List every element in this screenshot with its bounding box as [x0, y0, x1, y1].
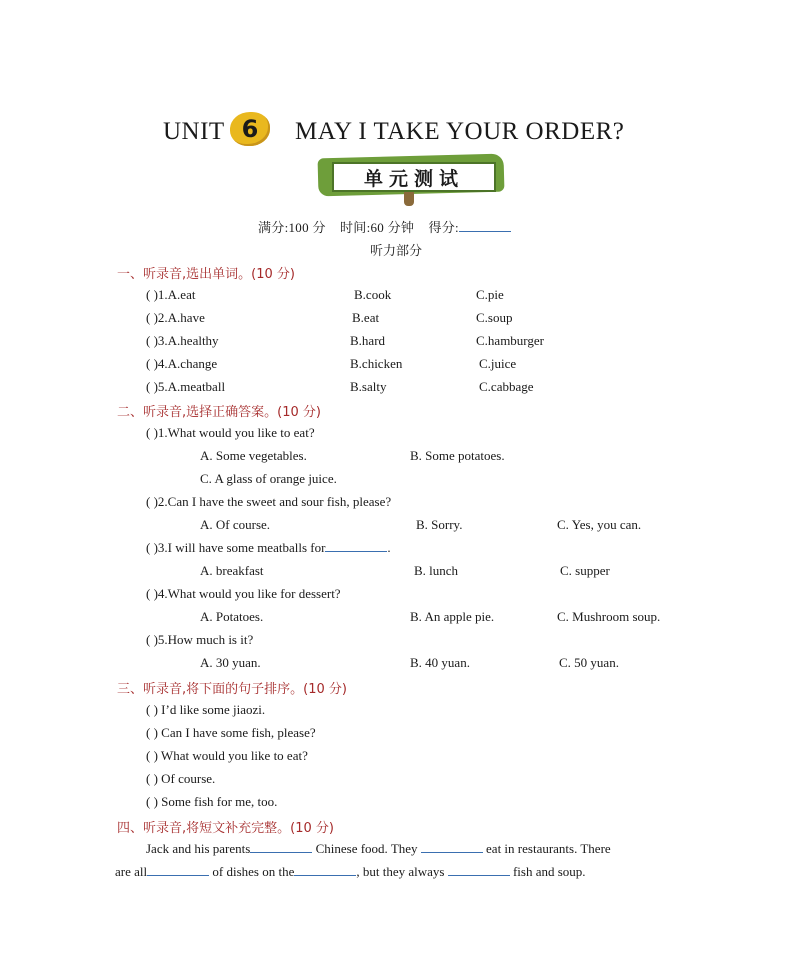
ordering-sentence: ( ) Of course. [146, 771, 216, 786]
section-2-heading: 二、听录音,选择正确答案。(10 分) [117, 405, 321, 420]
unit-test-banner [318, 156, 508, 206]
q2-option-a: A. breakfast [200, 563, 264, 578]
q2-question-1: ( )1.What would you like to eat? [146, 425, 315, 440]
unit-number-badge: 6 [230, 112, 270, 146]
banner-stem [404, 192, 414, 206]
q2-option-c: C. Mushroom soup. [557, 609, 661, 624]
passage-text: of dishes on the [212, 864, 295, 879]
banner-label: 单元测试 [332, 162, 496, 192]
passage-line-1 [146, 841, 611, 857]
q2-option-b: B. Some potatoes. [410, 448, 505, 463]
passage-line-2 [115, 864, 586, 880]
ordering-sentence: ( ) What would you like to eat? [146, 748, 308, 763]
q1-option-c: C.hamburger [476, 333, 544, 348]
section-4-heading: 四、听录音,将短文补充完整。(10 分) [117, 821, 334, 836]
part-heading: 听力部分 [370, 243, 423, 258]
section-3-heading: 三、听录音,将下面的句子排序。(10 分) [117, 682, 347, 697]
unit-label: UNIT [163, 118, 225, 145]
q1-option-a: ( )5.A.meatball [146, 379, 226, 394]
q1-option-c: C.pie [476, 287, 504, 302]
q1-option-b: B.eat [352, 310, 380, 325]
full-score: 满分:100 分 [258, 220, 326, 235]
q2-question-2: ( )2.Can I have the sweet and sour fish, please? [146, 494, 392, 509]
q1-option-c: C.cabbage [479, 379, 534, 394]
passage-text: eat in restaurants. There [486, 841, 611, 856]
answer-blank[interactable] [448, 865, 510, 876]
q2-option-b: B. 40 yuan. [410, 655, 470, 670]
passage-text: Jack and his parents [146, 841, 251, 856]
q2-option-a: A. 30 yuan. [200, 655, 261, 670]
q2-option-a: A. Of course. [200, 517, 271, 532]
score-label: 得分: [428, 220, 459, 235]
q1-option-b: B.hard [350, 333, 386, 348]
answer-blank[interactable] [250, 842, 312, 853]
q2-question-3 [146, 540, 391, 556]
answer-blank[interactable] [294, 865, 356, 876]
unit-heading: MAY I TAKE YOUR ORDER? [295, 118, 625, 145]
section-1-heading: 一、听录音,选出单词。(10 分) [117, 267, 295, 282]
q2-option-c: C. supper [560, 563, 610, 578]
q1-option-b: B.cook [354, 287, 392, 302]
q2-option-c: C. A glass of orange juice. [200, 471, 337, 486]
passage-text: Chinese food. They [315, 841, 418, 856]
q2-option-b: B. lunch [414, 563, 459, 578]
q2-option-a: A. Potatoes. [200, 609, 264, 624]
q1-option-a: ( )4.A.change [146, 356, 218, 371]
q2-option-c: C. Yes, you can. [557, 517, 642, 532]
q1-option-c: C.soup [476, 310, 513, 325]
ordering-sentence: ( ) Can I have some fish, please? [146, 725, 316, 740]
q1-option-b: B.salty [350, 379, 387, 394]
q2-question-5: ( )5.How much is it? [146, 632, 254, 647]
q2-option-a: A. Some vegetables. [200, 448, 307, 463]
answer-blank[interactable] [147, 865, 209, 876]
passage-text: are all [115, 864, 148, 879]
q2-option-c: C. 50 yuan. [559, 655, 619, 670]
q1-option-c: C.juice [479, 356, 517, 371]
unit-title [0, 112, 794, 152]
passage-text: , but they always [356, 864, 445, 879]
passage-text: fish and soup. [512, 864, 586, 879]
q1-option-a: ( )3.A.healthy [146, 333, 219, 348]
q1-option-b: B.chicken [350, 356, 403, 371]
q2-option-b: B. An apple pie. [410, 609, 495, 624]
answer-blank[interactable] [325, 541, 387, 552]
q1-option-a: ( )1.A.eat [146, 287, 196, 302]
answer-blank[interactable] [421, 842, 483, 853]
q2-question-4: ( )4.What would you like for dessert? [146, 586, 341, 601]
q1-option-a: ( )2.A.have [146, 310, 205, 325]
time-limit: 时间:60 分钟 [339, 220, 415, 235]
q2-question-3-text: ( )3.I will have some meatballs for [146, 540, 326, 555]
ordering-sentence: ( ) Some fish for me, too. [146, 794, 278, 809]
q2-option-b: B. Sorry. [416, 517, 463, 532]
q2-question-3-end: . [387, 540, 391, 555]
exam-meta [258, 217, 511, 236]
score-blank[interactable] [459, 221, 511, 232]
ordering-sentence: ( ) I’d like some jiaozi. [146, 702, 266, 717]
